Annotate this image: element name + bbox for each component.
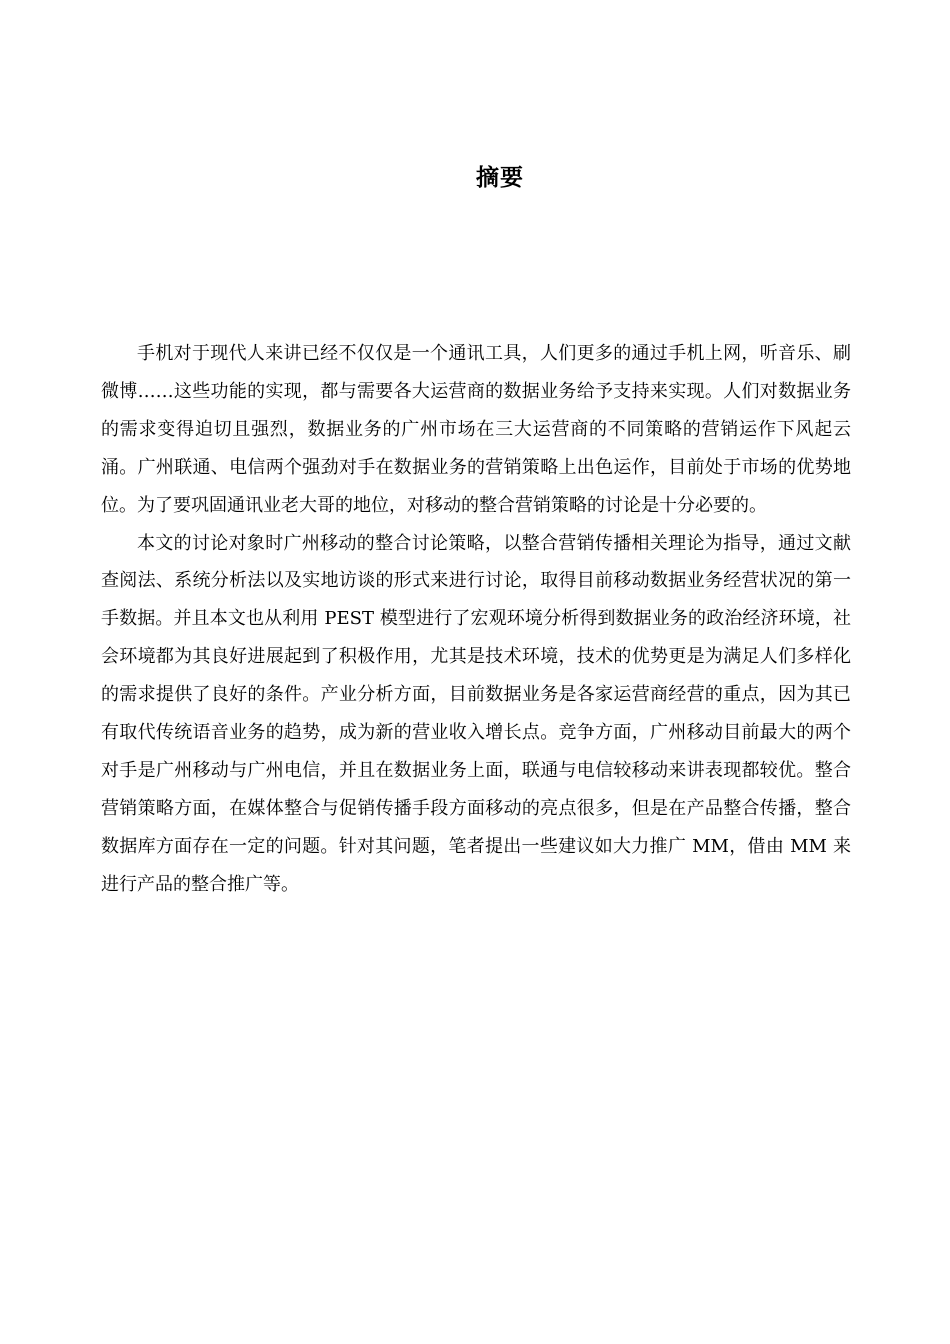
abstract-body [101, 335, 851, 904]
abstract-paragraph-1: 手机对于现代人来讲已经不仅仅是一个通讯工具，人们更多的通过手机上网，听音乐、刷微博……这些功能的实现，都与需要各大运营商的数据业务给予支持来实现。人们对数据业务的需求变得迫切且强烈，数据业务的广州市场在三大运营商的不同策略的营销运作下风起云涌。广州联通、电信两个强劲对手在数据业务的营销策略上出色运作，目前处于市场的优势地位。为了要巩固通讯业老大哥的地位，对移动的整合营销策略的讨论是十分必要的。 [101, 343, 851, 516]
page-title: 摘要 [476, 165, 524, 191]
abstract-paragraph-2: 本文的讨论对象时广州移动的整合讨论策略，以整合营销传播相关理论为指导，通过文献查阅法、系统分析法以及实地访谈的形式来进行讨论，取得目前移动数据业务经营状况的第一手数据。并且本文也从利用 PEST 模型进行了宏观环境分析得到数据业务的政治经济环境，社会环境都为其良好进展起到了积极作用，尤其是技术环境，技术的优势更是为满足人们多样化的需求提供了良好的条件。产业分析方面，目前数据业务是各家运营商经营的重点，因为其已有取代传统语音业务的趋势，成为新的营业收入增长点。竞争方面，广州移动目前最大的两个对手是广州移动与广州电信，并且在数据业务上面，联通与电信较移动来讲表现都较优。整合营销策略方面，在媒体整合与促销传播手段方面移动的亮点很多，但是在产品整合传播，整合数据库方面存在一定的问题。针对其问题，笔者提出一些建议如大力推广 MM，借由 MM 来进行产品的整合推广等。 [101, 532, 851, 895]
